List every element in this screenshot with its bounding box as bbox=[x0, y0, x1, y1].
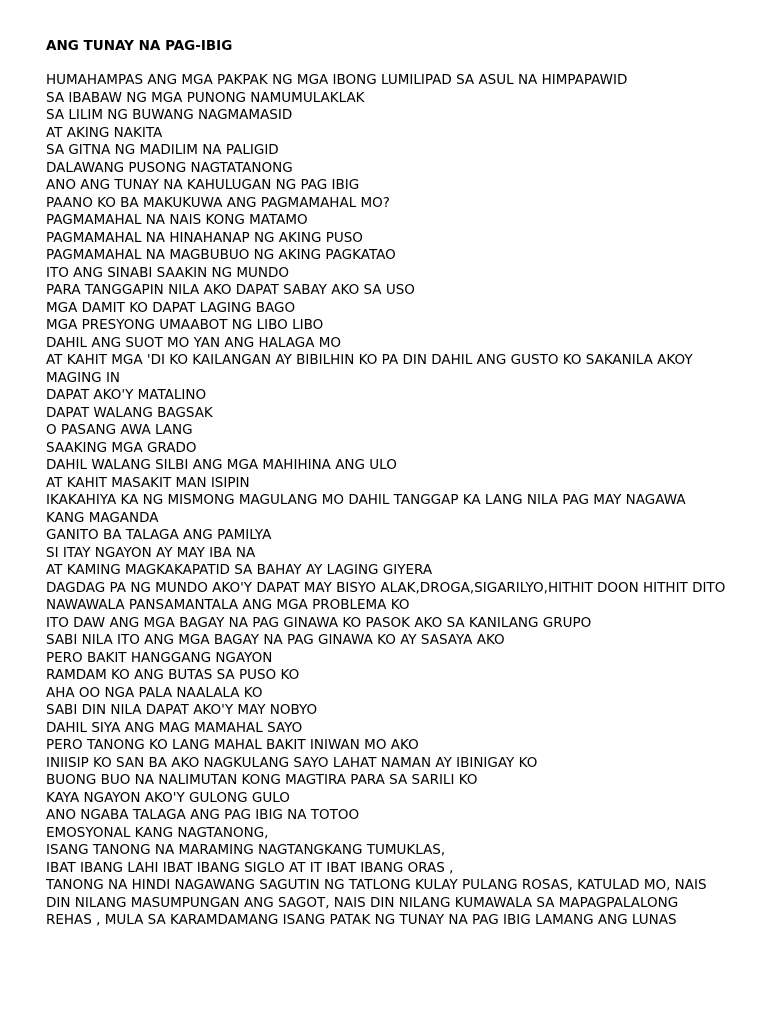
poem-line: SI ITAY NGAYON AY MAY IBA NA bbox=[46, 544, 256, 561]
poem-line: SAAKING MGA GRADO bbox=[46, 439, 197, 456]
poem-line: AT KAHIT MGA 'DI KO KAILANGAN AY BIBILHIN KO PA DIN DAHIL ANG GUSTO KO SAKANILA AKOY MAGING IN bbox=[46, 352, 693, 386]
poem-line: DAGDAG PA NG MUNDO AKO'Y DAPAT MAY BISYO ALAK,DROGA,SIGARILYO,HITHIT DOON HITHIT DITO bbox=[46, 579, 726, 596]
poem-line: PAGMAMAHAL NA NAIS KONG MATAMO bbox=[46, 212, 308, 228]
poem-line: SABI NILA ITO ANG MGA BAGAY NA PAG GINAWA KO AY SASAYA AKO bbox=[46, 632, 505, 648]
poem-line: PERO BAKIT HANGGANG NGAYON bbox=[46, 649, 273, 666]
poem-line: DALAWANG PUSONG NAGTATANONG bbox=[46, 159, 293, 176]
poem-body bbox=[46, 72, 728, 930]
poem-line: GANITO BA TALAGA ANG PAMILYA bbox=[46, 527, 272, 543]
poem-line: IBAT IBANG LAHI IBAT IBANG SIGLO AT IT IBAT IBANG ORAS , bbox=[46, 859, 454, 876]
poem-line: DAHIL SIYA ANG MAG MAMAHAL SAYO bbox=[46, 719, 303, 736]
poem-line: PAGMAMAHAL NA MAGBUBUO NG AKING PAGKATAO bbox=[46, 247, 396, 263]
poem-line: ITO ANG SINABI SAAKIN NG MUNDO bbox=[46, 264, 290, 281]
poem-line: SABI DIN NILA DAPAT AKO'Y MAY NOBYO bbox=[46, 702, 318, 718]
poem-line: PARA TANGGAPIN NILA AKO DAPAT SABAY AKO SA USO bbox=[46, 282, 415, 298]
poem-line: ANO NGABA TALAGA ANG PAG IBIG NA TOTOO bbox=[46, 807, 360, 823]
poem-line: DAPAT AKO'Y MATALINO bbox=[46, 387, 207, 403]
poem-line: AT AKING NAKITA bbox=[46, 124, 163, 141]
poem-line: MGA DAMIT KO DAPAT LAGING BAGO bbox=[46, 299, 296, 316]
poem-line: ANO ANG TUNAY NA KAHULUGAN NG PAG IBIG bbox=[46, 177, 360, 193]
poem-line: ISANG TANONG NA MARAMING NAGTANGKANG TUMUKLAS, bbox=[46, 842, 446, 858]
poem-line: SA IBABAW NG MGA PUNONG NAMUMULAKLAK bbox=[46, 89, 365, 106]
poem-line: RAMDAM KO ANG BUTAS SA PUSO KO bbox=[46, 667, 300, 683]
poem-line: SA GITNA NG MADILIM NA PALIGID bbox=[46, 142, 279, 158]
document-title: ANG TUNAY NA PAG-IBIG bbox=[46, 38, 233, 54]
poem-line: INIISIP KO SAN BA AKO NAGKULANG SAYO LAHAT NAMAN AY IBINIGAY KO bbox=[46, 754, 538, 771]
poem-line: DAHIL WALANG SILBI ANG MGA MAHIHINA ANG ULO bbox=[46, 457, 397, 473]
poem-line: SA LILIM NG BUWANG NAGMAMASID bbox=[46, 107, 293, 123]
poem-line: IKAKAHIYA KA NG MISMONG MAGULANG MO DAHIL TANGGAP KA LANG NILA PAG MAY NAGAWA KANG MAGANDA bbox=[46, 492, 686, 526]
poem-line: BUONG BUO NA NALIMUTAN KONG MAGTIRA PARA SA SARILI KO bbox=[46, 772, 478, 788]
poem-line: PAGMAMAHAL NA HINAHANAP NG AKING PUSO bbox=[46, 229, 363, 246]
poem-line: DAHIL ANG SUOT MO YAN ANG HALAGA MO bbox=[46, 334, 341, 351]
poem-line: O PASANG AWA LANG bbox=[46, 422, 193, 438]
poem-line: AHA OO NGA PALA NAALALA KO bbox=[46, 684, 263, 701]
poem-line: PERO TANONG KO LANG MAHAL BAKIT INIWAN MO AKO bbox=[46, 737, 419, 753]
poem-line: NAWAWALA PANSAMANTALA ANG MGA PROBLEMA KO bbox=[46, 597, 410, 613]
poem-line: AT KAHIT MASAKIT MAN ISIPIN bbox=[46, 474, 250, 491]
poem-line: HUMAHAMPAS ANG MGA PAKPAK NG MGA IBONG LUMILIPAD SA ASUL NA HIMPAPAWID bbox=[46, 72, 628, 88]
poem-line: EMOSYONAL KANG NAGTANONG, bbox=[46, 824, 269, 841]
poem-line: MGA PRESYONG UMAABOT NG LIBO LIBO bbox=[46, 317, 324, 333]
poem-line: KAYA NGAYON AKO'Y GULONG GULO bbox=[46, 789, 290, 806]
poem-line: ITO DAW ANG MGA BAGAY NA PAG GINAWA KO PASOK AKO SA KANILANG GRUPO bbox=[46, 614, 592, 631]
poem-line: PAANO KO BA MAKUKUWA ANG PAGMAMAHAL MO? bbox=[46, 194, 390, 211]
poem-line: DAPAT WALANG BAGSAK bbox=[46, 404, 213, 421]
poem-line: AT KAMING MAGKAKAPATID SA BAHAY AY LAGING GIYERA bbox=[46, 562, 433, 578]
poem-line: TANONG NA HINDI NAGAWANG SAGUTIN NG TATLONG KULAY PULANG ROSAS, KATULAD MO, NAIS DIN NILANG MASUMPUNGAN ANG SAGOT, NAIS DIN NILANG KUMAWALA SA MAPAGPALALONG REHAS , MULA SA KARAMDAMANG ISANG PATAK NG TUNAY NA PAG IBIG LAMANG ANG LUNAS bbox=[46, 877, 707, 928]
